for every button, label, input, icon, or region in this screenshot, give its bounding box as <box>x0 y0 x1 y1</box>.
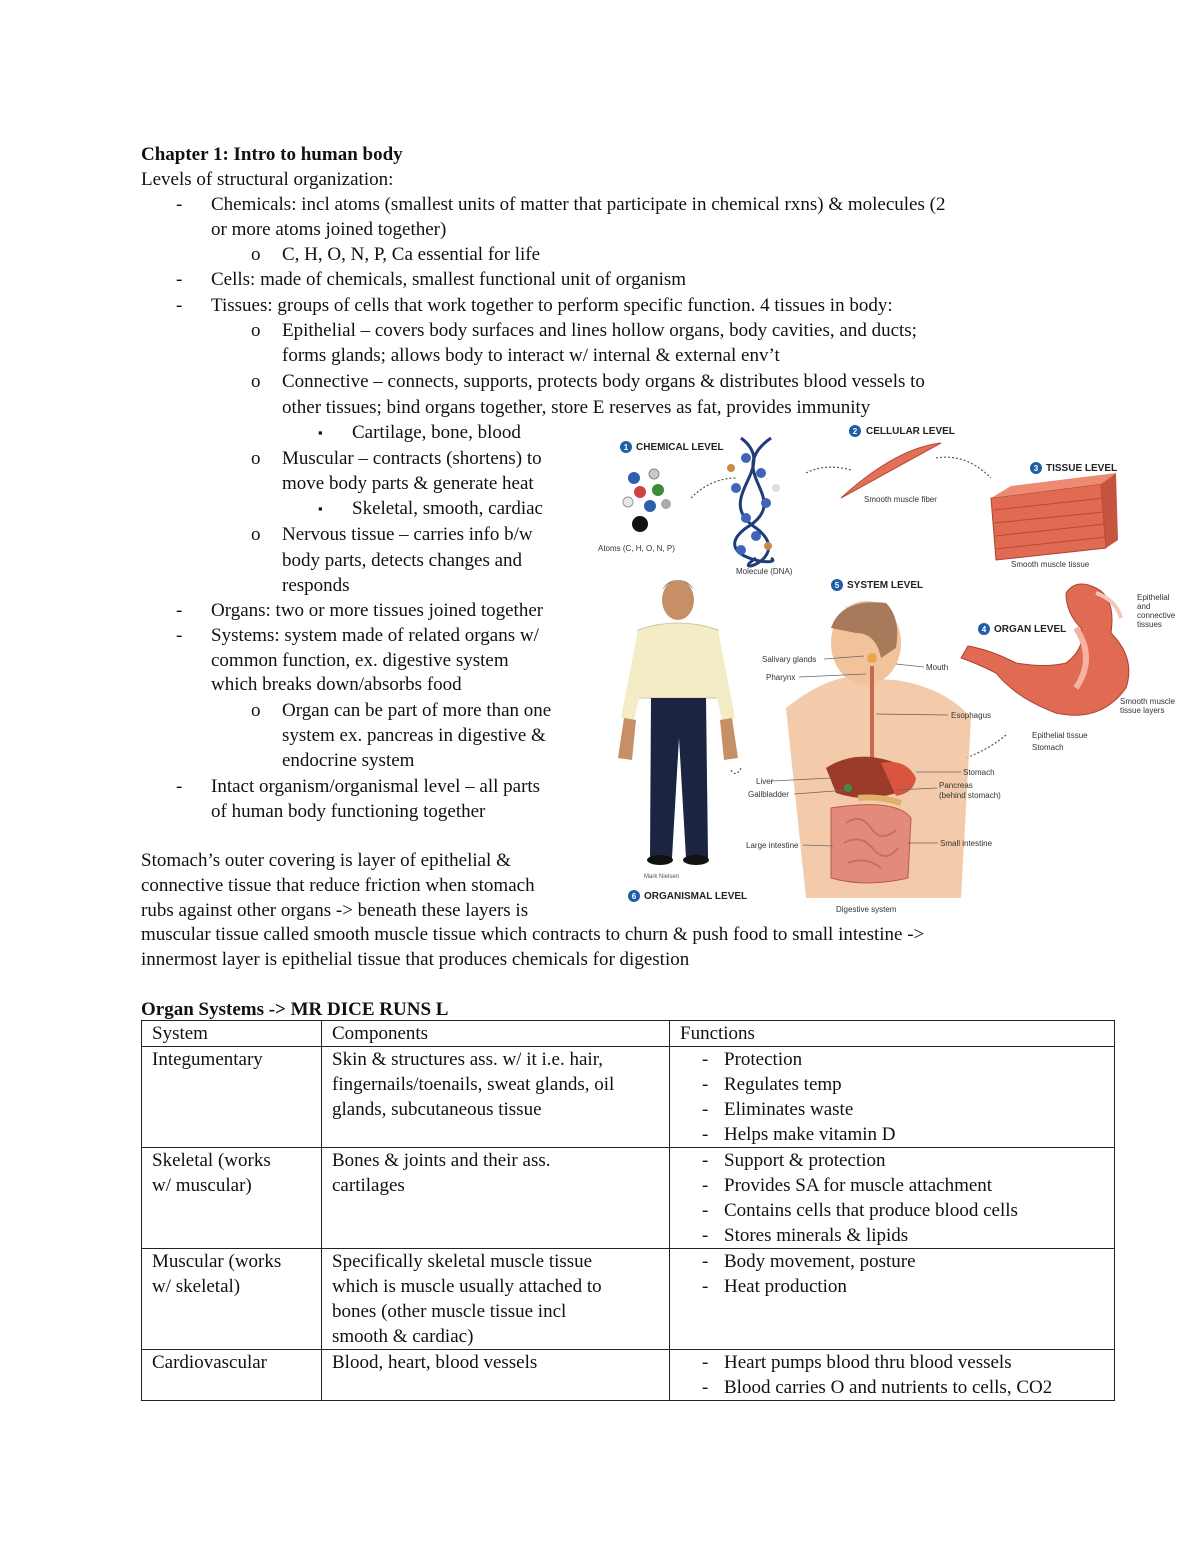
function-item: - Stores minerals & lipids <box>702 1225 909 1246</box>
list-item-organism-cont: of human body functioning together <box>211 801 486 822</box>
esophagus-label: Esophagus <box>951 711 992 720</box>
table-row <box>142 1350 1115 1401</box>
level-number: 5 <box>834 581 840 590</box>
list-item-nervous-cont2: responds <box>282 575 350 596</box>
table-header-row <box>142 1021 1115 1047</box>
component-line: Skin & structures ass. w/ it i.e. hair, <box>332 1049 604 1070</box>
digestive-system-illustration <box>786 601 971 898</box>
liver-label: Liver <box>756 777 774 786</box>
digestive-system-caption: Digestive system <box>836 905 897 914</box>
component-line: Specifically skeletal muscle tissue <box>332 1251 593 1272</box>
muscle-layers-label: tissue layers <box>1120 706 1165 715</box>
system-name: Integumentary <box>152 1049 263 1070</box>
pharynx-label: Pharynx <box>766 673 796 682</box>
stomach-paragraph-line: connective tissue that reduce friction when stomach <box>141 875 535 896</box>
dash-bullet: - <box>176 776 183 797</box>
list-item-nervous-cont: body parts, detects changes and <box>282 550 523 571</box>
table-row <box>142 1148 1115 1249</box>
function-item: - Blood carries O and nutrients to cells, CO2 <box>702 1377 1053 1398</box>
components-cell <box>322 1249 670 1350</box>
circle-bullet: o <box>251 371 261 392</box>
square-bullet: ▪ <box>318 425 323 440</box>
square-bullet: ▪ <box>318 501 323 516</box>
dash-bullet: - <box>176 295 183 316</box>
mouth-label: Mouth <box>926 663 949 672</box>
list-item-systems-sub: Organ can be part of more than one <box>282 700 552 721</box>
list-item-systems: Systems: system made of related organs w/ <box>211 625 539 646</box>
system-name: Skeletal (works <box>152 1150 271 1171</box>
table-row <box>142 1047 1115 1148</box>
header-components: Components <box>322 1021 670 1047</box>
stomach-illustration <box>961 584 1129 715</box>
function-item: - Support & protection <box>702 1150 886 1171</box>
tissue-caption: Smooth muscle tissue <box>1011 560 1090 569</box>
dna-caption: Molecule (DNA) <box>736 567 793 576</box>
system-name: w/ skeletal) <box>152 1276 241 1297</box>
epithelial-connective-label: Epithelial <box>1137 593 1170 602</box>
tissue-block-illustration <box>991 473 1118 560</box>
list-item-cells: Cells: made of chemicals, smallest functional unit of organism <box>211 269 687 290</box>
list-item-systems-cont2: which breaks down/absorbs food <box>211 674 462 695</box>
functions-cell <box>670 1148 1115 1249</box>
epithelial-connective-label: tissues <box>1137 620 1162 629</box>
tissue-level-label: TISSUE LEVEL <box>1046 463 1118 474</box>
component-line: glands, subcutaneous tissue <box>332 1099 542 1120</box>
function-item: - Body movement, posture <box>702 1251 916 1272</box>
dash-bullet: - <box>176 625 183 646</box>
stomach-paragraph-line: muscular tissue called smooth muscle tissue which contracts to churn & push food to small intestine -> <box>141 924 925 945</box>
muscle-layers-label: Smooth muscle <box>1120 697 1176 706</box>
header-functions: Functions <box>670 1021 1115 1047</box>
list-item-epithelial: Epithelial – covers body surfaces and lines hollow organs, body cavities, and ducts; <box>282 320 917 341</box>
level-number: 1 <box>623 443 629 452</box>
chemical-level-label: CHEMICAL LEVEL <box>636 442 724 453</box>
component-line: bones (other muscle tissue incl <box>332 1301 567 1322</box>
pancreas-label: Pancreas <box>939 781 973 790</box>
section-subtitle: Levels of structural organization: <box>141 169 394 190</box>
circle-bullet: o <box>251 700 261 721</box>
component-line: cartilages <box>332 1175 405 1196</box>
fiber-caption: Smooth muscle fiber <box>864 495 937 504</box>
table-row <box>142 1249 1115 1350</box>
list-item-connective: Connective – connects, supports, protects body organs & distributes blood vessels to <box>282 371 925 392</box>
list-item-systems-sub-cont2: endocrine system <box>282 750 415 771</box>
function-item: - Regulates temp <box>702 1074 842 1095</box>
list-item-organism: Intact organism/organismal level – all parts <box>211 776 541 797</box>
component-line: Bones & joints and their ass. <box>332 1150 551 1171</box>
list-item-muscular-cont: move body parts & generate heat <box>282 473 534 494</box>
function-item: - Heart pumps blood thru blood vessels <box>702 1352 1012 1373</box>
level-number: 6 <box>631 892 637 901</box>
atoms-caption: Atoms (C, H, O, N, P) <box>598 544 675 553</box>
function-item: - Helps make vitamin D <box>702 1124 896 1145</box>
photo-credit: Mark Nielsen <box>644 874 680 880</box>
level-number: 3 <box>1033 464 1039 473</box>
list-item-connective-examples: Cartilage, bone, blood <box>352 422 521 443</box>
circle-bullet: o <box>251 244 261 265</box>
list-item-tissues: Tissues: groups of cells that work together to perform specific function. 4 tissues in body: <box>211 295 893 316</box>
system-name: Cardiovascular <box>152 1352 268 1373</box>
function-item: - Contains cells that produce blood cells <box>702 1200 1018 1221</box>
header-system: System <box>142 1021 322 1047</box>
functions-cell <box>670 1047 1115 1148</box>
function-item: - Eliminates waste <box>702 1099 854 1120</box>
salivary-glands-label: Salivary glands <box>762 655 817 664</box>
organismal-level-label: ORGANISMAL LEVEL <box>644 891 748 902</box>
list-item-epithelial-cont: forms glands; allows body to interact w/ internal & external env’t <box>282 345 780 366</box>
list-item-systems-sub-cont: system ex. pancreas in digestive & <box>282 725 546 746</box>
cellular-level-label: CELLULAR LEVEL <box>866 426 955 437</box>
atoms-illustration <box>623 469 671 532</box>
stomach-paragraph-line: Stomach’s outer covering is layer of epithelial & <box>141 850 511 871</box>
components-cell <box>322 1350 670 1401</box>
organ-level-label: ORGAN LEVEL <box>994 624 1067 635</box>
large-intestine-label: Large intestine <box>746 841 799 850</box>
system-cell <box>142 1047 322 1148</box>
list-item-muscular-examples: Skeletal, smooth, cardiac <box>352 498 543 519</box>
functions-cell <box>670 1350 1115 1401</box>
list-item-connective-cont: other tissues; bind organs together, store E reserves as fat, provides immunity <box>282 397 871 418</box>
component-line: which is muscle usually attached to <box>332 1276 602 1297</box>
circle-bullet: o <box>251 320 261 341</box>
component-line: fingernails/toenails, sweat glands, oil <box>332 1074 615 1095</box>
stomach-organ-label: Stomach <box>1032 743 1064 752</box>
system-cell <box>142 1350 322 1401</box>
component-line: Blood, heart, blood vessels <box>332 1352 538 1373</box>
components-cell <box>322 1047 670 1148</box>
muscle-fiber-illustration <box>841 443 941 498</box>
organ-systems-table <box>141 1020 1115 1401</box>
circle-bullet: o <box>251 448 261 469</box>
list-item-elements: C, H, O, N, P, Ca essential for life <box>282 244 541 265</box>
list-item-organs: Organs: two or more tissues joined together <box>211 600 544 621</box>
level-number: 2 <box>852 427 858 436</box>
system-name: w/ muscular) <box>152 1175 252 1196</box>
epithelial-connective-label: connective <box>1137 611 1176 620</box>
list-item-chemicals-cont: or more atoms joined together) <box>211 219 447 240</box>
system-name: Muscular (works <box>152 1251 282 1272</box>
dash-bullet: - <box>176 600 183 621</box>
stomach-paragraph-line: rubs against other organs -> beneath these layers is <box>141 900 529 921</box>
small-intestine-label: Small intestine <box>940 839 993 848</box>
system-cell <box>142 1148 322 1249</box>
organism-illustration <box>618 580 738 865</box>
organ-systems-title: Organ Systems -> MR DICE RUNS L <box>141 999 449 1020</box>
epithelial-tissue-label: Epithelial tissue <box>1032 731 1088 740</box>
list-item-systems-cont: common function, ex. digestive system <box>211 650 509 671</box>
gallbladder-label: Gallbladder <box>748 790 789 799</box>
list-item-muscular: Muscular – contracts (shortens) to <box>282 448 542 469</box>
function-item: - Heat production <box>702 1276 847 1297</box>
system-cell <box>142 1249 322 1350</box>
dash-bullet: - <box>176 194 183 215</box>
components-cell <box>322 1148 670 1249</box>
organization-levels-figure <box>596 418 1196 918</box>
circle-bullet: o <box>251 524 261 545</box>
page-title: Chapter 1: Intro to human body <box>141 144 403 165</box>
dash-bullet: - <box>176 269 183 290</box>
stomach-label: Stomach <box>963 768 995 777</box>
functions-cell <box>670 1249 1115 1350</box>
epithelial-connective-label: and <box>1137 602 1151 611</box>
pancreas-label: (behind stomach) <box>939 791 1001 800</box>
level-number: 4 <box>981 625 987 634</box>
system-level-label: SYSTEM LEVEL <box>847 580 924 591</box>
stomach-paragraph-line: innermost layer is epithelial tissue that produces chemicals for digestion <box>141 949 690 970</box>
list-item-chemicals: Chemicals: incl atoms (smallest units of matter that participate in chemical rxns) & molecules (2 <box>211 194 946 215</box>
function-item: - Provides SA for muscle attachment <box>702 1175 993 1196</box>
list-item-nervous: Nervous tissue – carries info b/w <box>282 524 533 545</box>
component-line: smooth & cardiac) <box>332 1326 474 1347</box>
function-item: - Protection <box>702 1049 803 1070</box>
